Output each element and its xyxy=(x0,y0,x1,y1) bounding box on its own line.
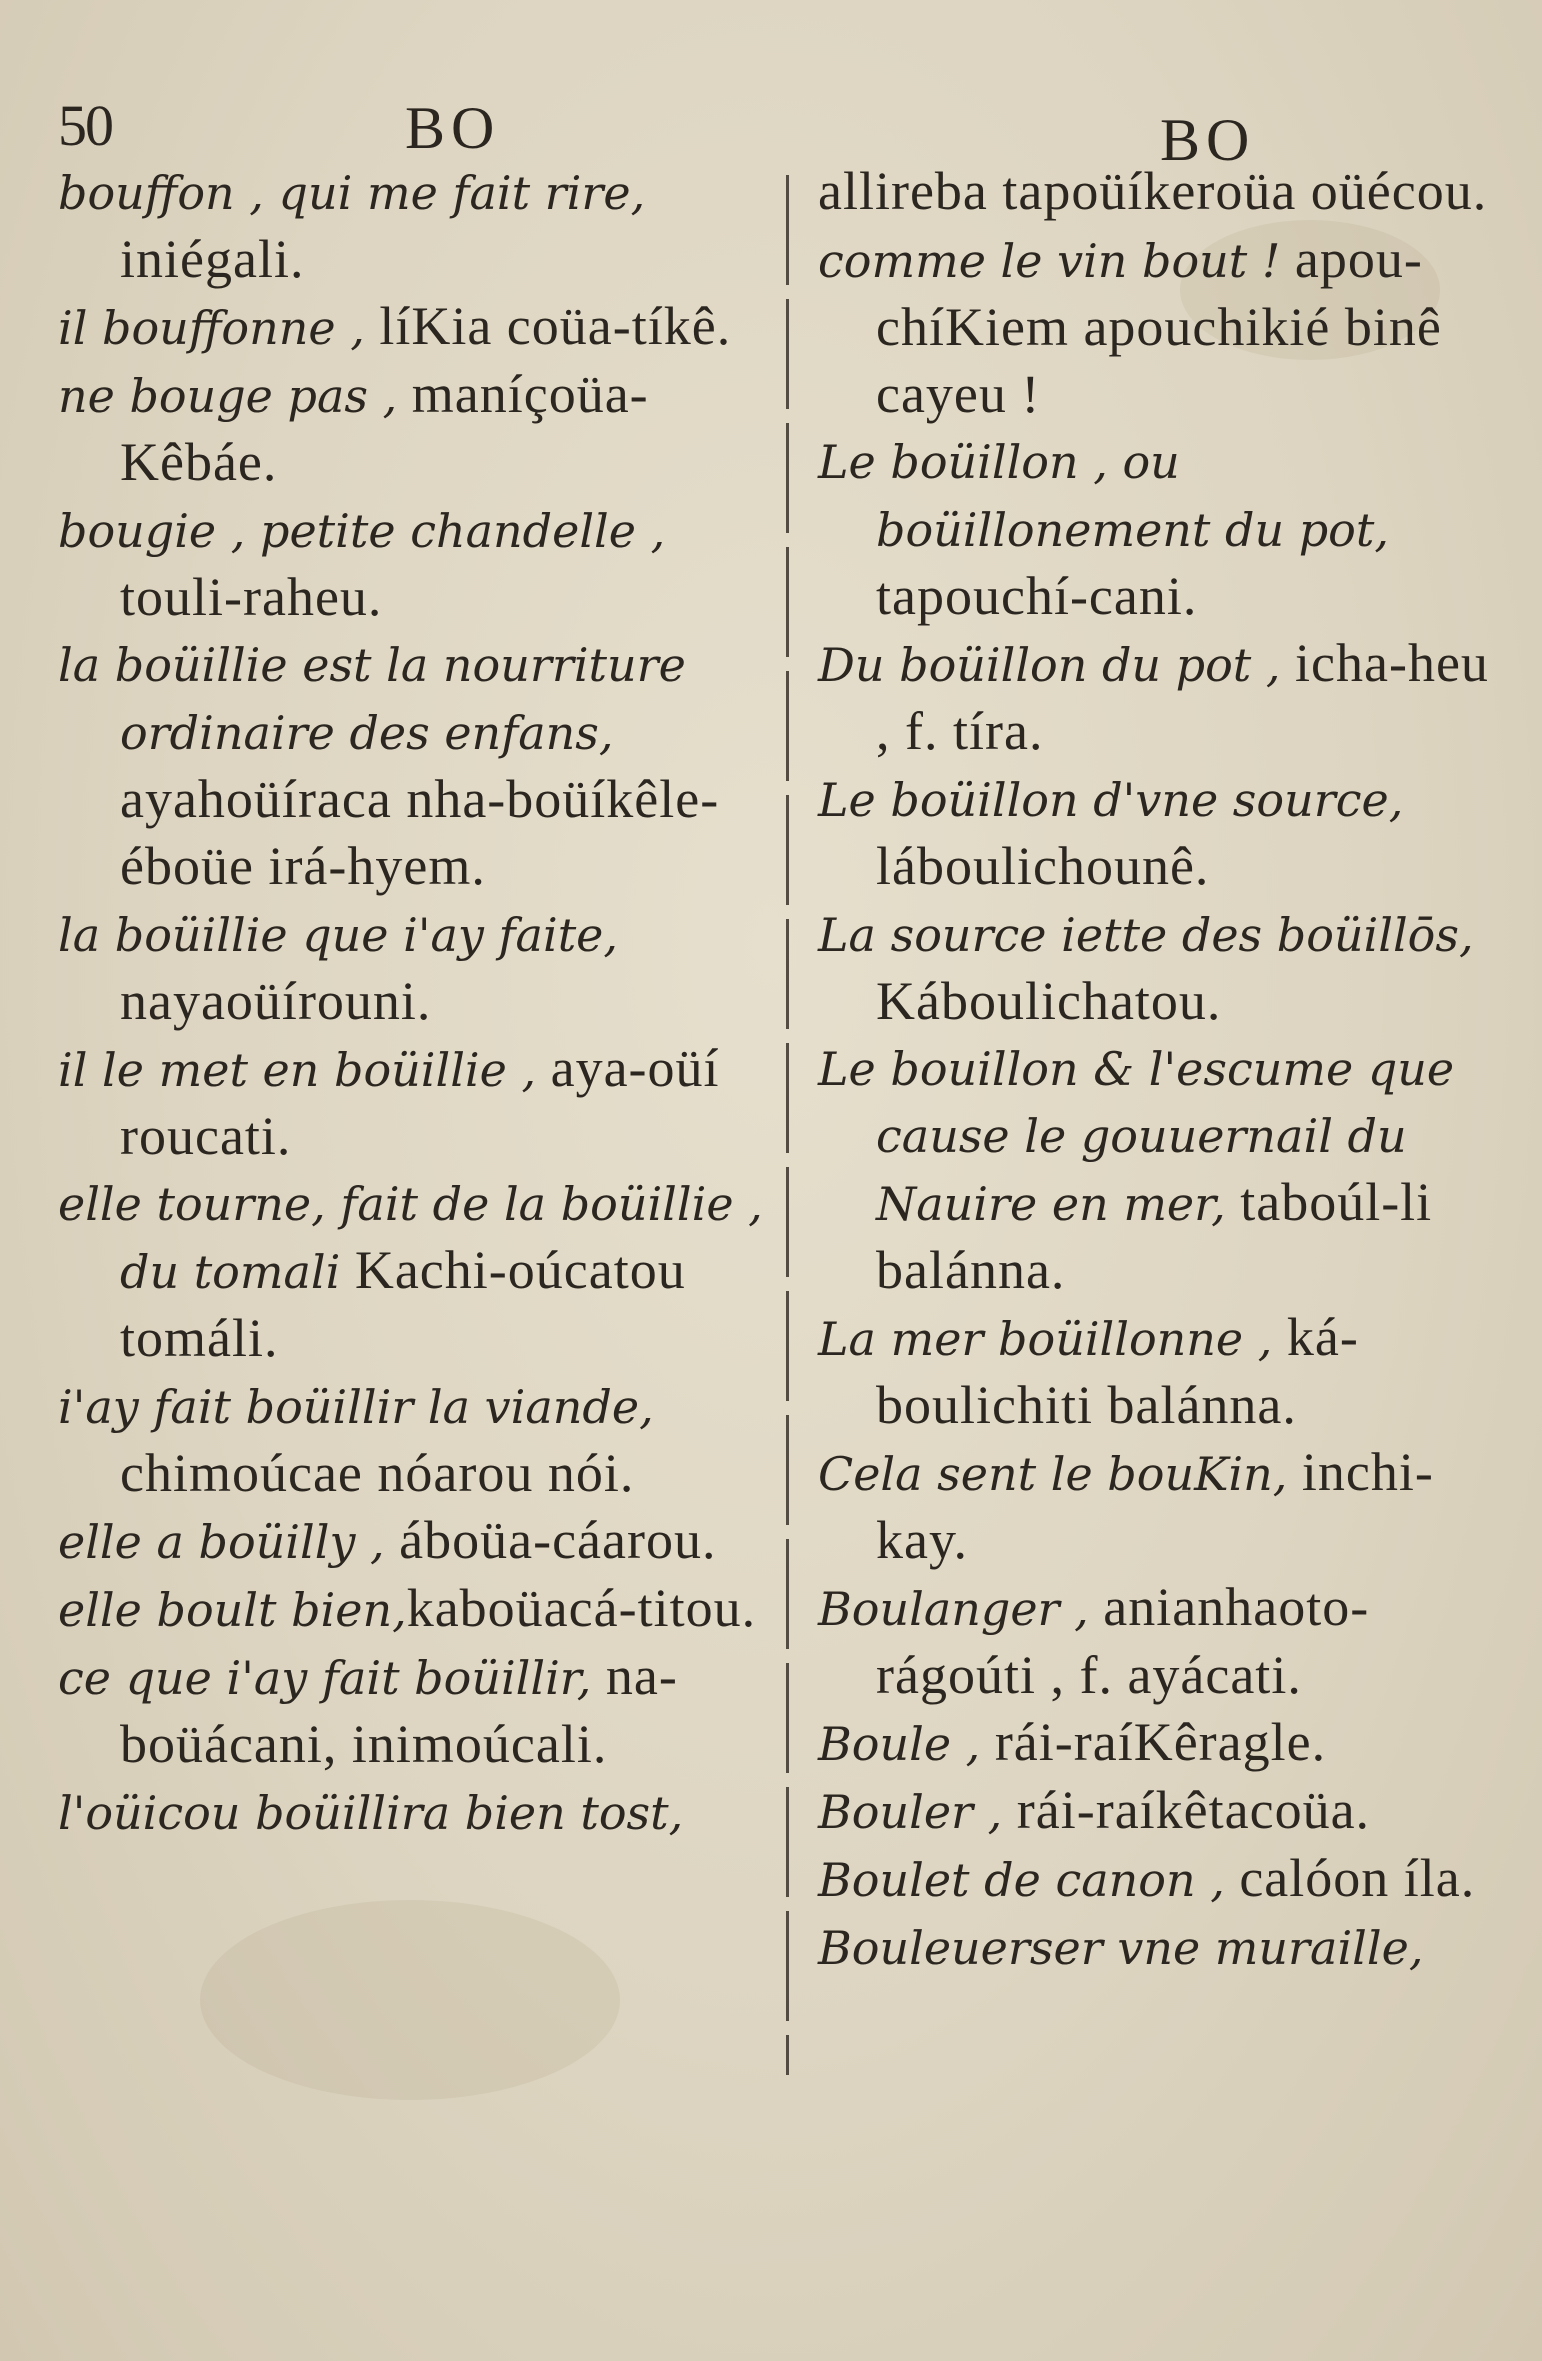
carib-translation: Kachi-oúcatou tomáli. xyxy=(120,1240,686,1368)
french-term: comme le vin bout ! xyxy=(818,234,1281,288)
carib-translation: kaboüacá-titou. xyxy=(406,1578,757,1638)
french-term: Bouler , xyxy=(818,1785,1003,1839)
dictionary-entry xyxy=(58,1643,768,1778)
dictionary-entry xyxy=(818,1439,1508,1574)
french-term: i'ay fait boüillir la viande, xyxy=(58,1380,654,1434)
carib-translation: anianhaoto-rágoúti , f. ayácati. xyxy=(876,1577,1370,1705)
french-term: elle boult bien, xyxy=(58,1583,407,1637)
french-term: il le met en boüillie , xyxy=(58,1043,537,1097)
carib-translation: taboúl-li balánna. xyxy=(876,1172,1433,1300)
dictionary-entry xyxy=(818,900,1508,1035)
carib-translation: áboüa-cáarou. xyxy=(384,1510,717,1570)
french-term: Boulet de canon , xyxy=(818,1853,1225,1907)
dictionary-entry xyxy=(818,428,1508,630)
french-term: Le boüillon d'vne source, xyxy=(818,773,1404,827)
dictionary-entry xyxy=(58,1507,768,1575)
carib-translation: calóon íla. xyxy=(1224,1848,1476,1908)
carib-translation: ká-boulichiti balánna. xyxy=(876,1307,1359,1435)
dictionary-entry xyxy=(818,226,1508,428)
french-term: bouffon , qui me fait rire, xyxy=(58,166,646,220)
french-term: Le boüillon , ou boüillonement du pot, xyxy=(818,435,1389,557)
right-column xyxy=(818,158,1508,1981)
dictionary-entry xyxy=(818,630,1508,765)
dictionary-entry xyxy=(818,1777,1508,1845)
paper-stain xyxy=(200,1900,620,2100)
french-term: ce que i'ay fait boüillir, xyxy=(58,1651,592,1705)
french-term: ne bouge pas , xyxy=(58,369,398,423)
dictionary-entry xyxy=(58,1035,768,1170)
carib-translation: allireba tapoüíkeroüa oüécou. xyxy=(818,161,1488,221)
dictionary-entry xyxy=(58,293,768,361)
carib-translation: ayahoüíraca nha-boüíkêle-éboüe irá-hyem. xyxy=(120,769,720,896)
carib-translation: láboulichounê. xyxy=(876,836,1210,896)
dictionary-entry xyxy=(818,1035,1508,1304)
dictionary-entry xyxy=(58,361,768,496)
carib-translation: rái-raíkêtacoüa. xyxy=(1002,1780,1371,1840)
dictionary-entry xyxy=(818,1574,1508,1709)
dictionary-entry xyxy=(58,496,768,631)
french-term: Boulanger , xyxy=(818,1582,1089,1636)
carib-translation: aya-oüí roucati. xyxy=(120,1038,720,1166)
french-term: l'oüicou boüillira bien tost, xyxy=(58,1786,684,1840)
french-term: La mer boüillonne , xyxy=(818,1312,1273,1366)
carib-translation: nayaoüírouni. xyxy=(120,971,432,1031)
french-term: Bouleuerser vne muraille, xyxy=(818,1921,1424,1975)
french-term: bougie , petite chandelle , xyxy=(58,504,666,558)
french-term: la boüillie est la nourriture ordinaire des enfans, xyxy=(58,638,686,760)
dictionary-entry xyxy=(58,1170,768,1372)
french-term: La source iette des boüillōs, xyxy=(818,908,1474,962)
dictionary-entry xyxy=(818,765,1508,900)
french-term: elle a boüilly , xyxy=(58,1515,385,1569)
dictionary-entry xyxy=(818,1709,1508,1777)
dictionary-entry xyxy=(818,158,1508,226)
french-term: la boüillie que i'ay faite, xyxy=(58,908,619,962)
carib-translation: chimoúcae nóarou nói. xyxy=(120,1443,635,1503)
carib-translation: líKia coüa-tíkê. xyxy=(364,296,732,356)
dictionary-entry xyxy=(58,900,768,1035)
dictionary-entry xyxy=(58,1778,768,1846)
dictionary-entry xyxy=(58,1372,768,1507)
dictionary-entry xyxy=(818,1304,1508,1439)
carib-translation: icha-heu , f. tíra. xyxy=(876,633,1489,761)
carib-translation: iniégali. xyxy=(120,229,305,289)
carib-translation: inchi-kay. xyxy=(876,1442,1434,1570)
carib-translation: tapouchí-cani. xyxy=(876,566,1198,626)
dictionary-entry xyxy=(818,1845,1508,1913)
dictionary-entry xyxy=(818,1913,1508,1981)
french-term: Boule , xyxy=(818,1717,981,1771)
french-term: Cela sent le bouKin, xyxy=(818,1447,1288,1501)
french-term: il bouffonne , xyxy=(58,301,365,355)
carib-translation: maníçoüa-Kêbáe. xyxy=(120,364,649,492)
left-column xyxy=(58,158,768,1846)
carib-translation: rái-raíKêragle. xyxy=(980,1712,1327,1772)
french-term: Le bouillon & l'escume que cause le gouuernail du Nauire en mer, xyxy=(818,1042,1455,1231)
french-term: elle tourne, fait de la boüillie , du tomali xyxy=(58,1177,763,1299)
carib-translation: apou-chíKiem apouchikié binê cayeu ! xyxy=(876,229,1442,424)
running-head-left: BO xyxy=(405,95,501,161)
dictionary-entry xyxy=(58,631,768,900)
carib-translation: touli-raheu. xyxy=(120,567,383,627)
dictionary-entry xyxy=(58,158,768,293)
running-head-right: BO xyxy=(1160,107,1256,173)
carib-translation: na-boüácani, inimoúcali. xyxy=(120,1646,678,1774)
french-term: Du boüillon du pot , xyxy=(818,638,1281,692)
page-number: 50 xyxy=(58,93,112,158)
carib-translation: Káboulichatou. xyxy=(876,971,1222,1031)
column-divider xyxy=(786,175,789,2075)
dictionary-entry xyxy=(58,1575,768,1643)
